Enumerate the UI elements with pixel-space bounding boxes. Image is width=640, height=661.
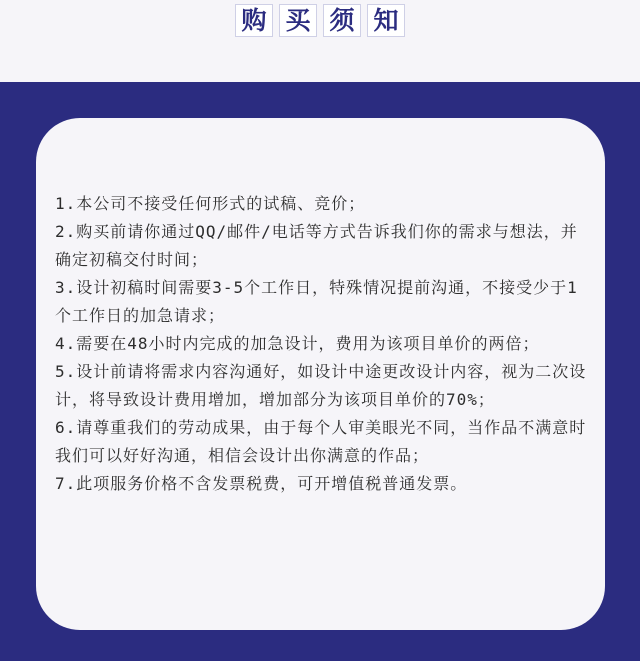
page-title: [0, 4, 640, 37]
rule-item: 1.本公司不接受任何形式的试稿、竞价；: [55, 194, 366, 213]
rule-item: 6.请尊重我们的劳动成果，由于每个人审美眼光不同，当作品不满意时我们可以好好沟通，相信会设计出你满意的作品；: [55, 418, 587, 465]
rule-item: 5.设计前请将需求内容沟通好，如设计中途更改设计内容，视为二次设计，将导致设计费用增加，增加部分为该项目单价的70%；: [55, 362, 587, 409]
rule-item: 7.此项服务价格不含发票税费，可开增值税普通发票。: [55, 474, 468, 493]
rule-item: 3.设计初稿时间需要3-5个工作日，特殊情况提前沟通，不接受少于1个工作日的加急请求；: [55, 278, 578, 325]
rule-item: 4.需要在48小时内完成的加急设计，费用为该项目单价的两倍；: [55, 334, 540, 353]
title-char: 知: [367, 4, 405, 37]
title-char: 购: [235, 4, 273, 37]
title-char: 须: [323, 4, 361, 37]
rules-list: [55, 190, 590, 498]
rule-item: 2.购买前请你通过QQ/邮件/电话等方式告诉我们你的需求与想法，并确定初稿交付时间；: [55, 222, 578, 269]
title-char: 买: [279, 4, 317, 37]
